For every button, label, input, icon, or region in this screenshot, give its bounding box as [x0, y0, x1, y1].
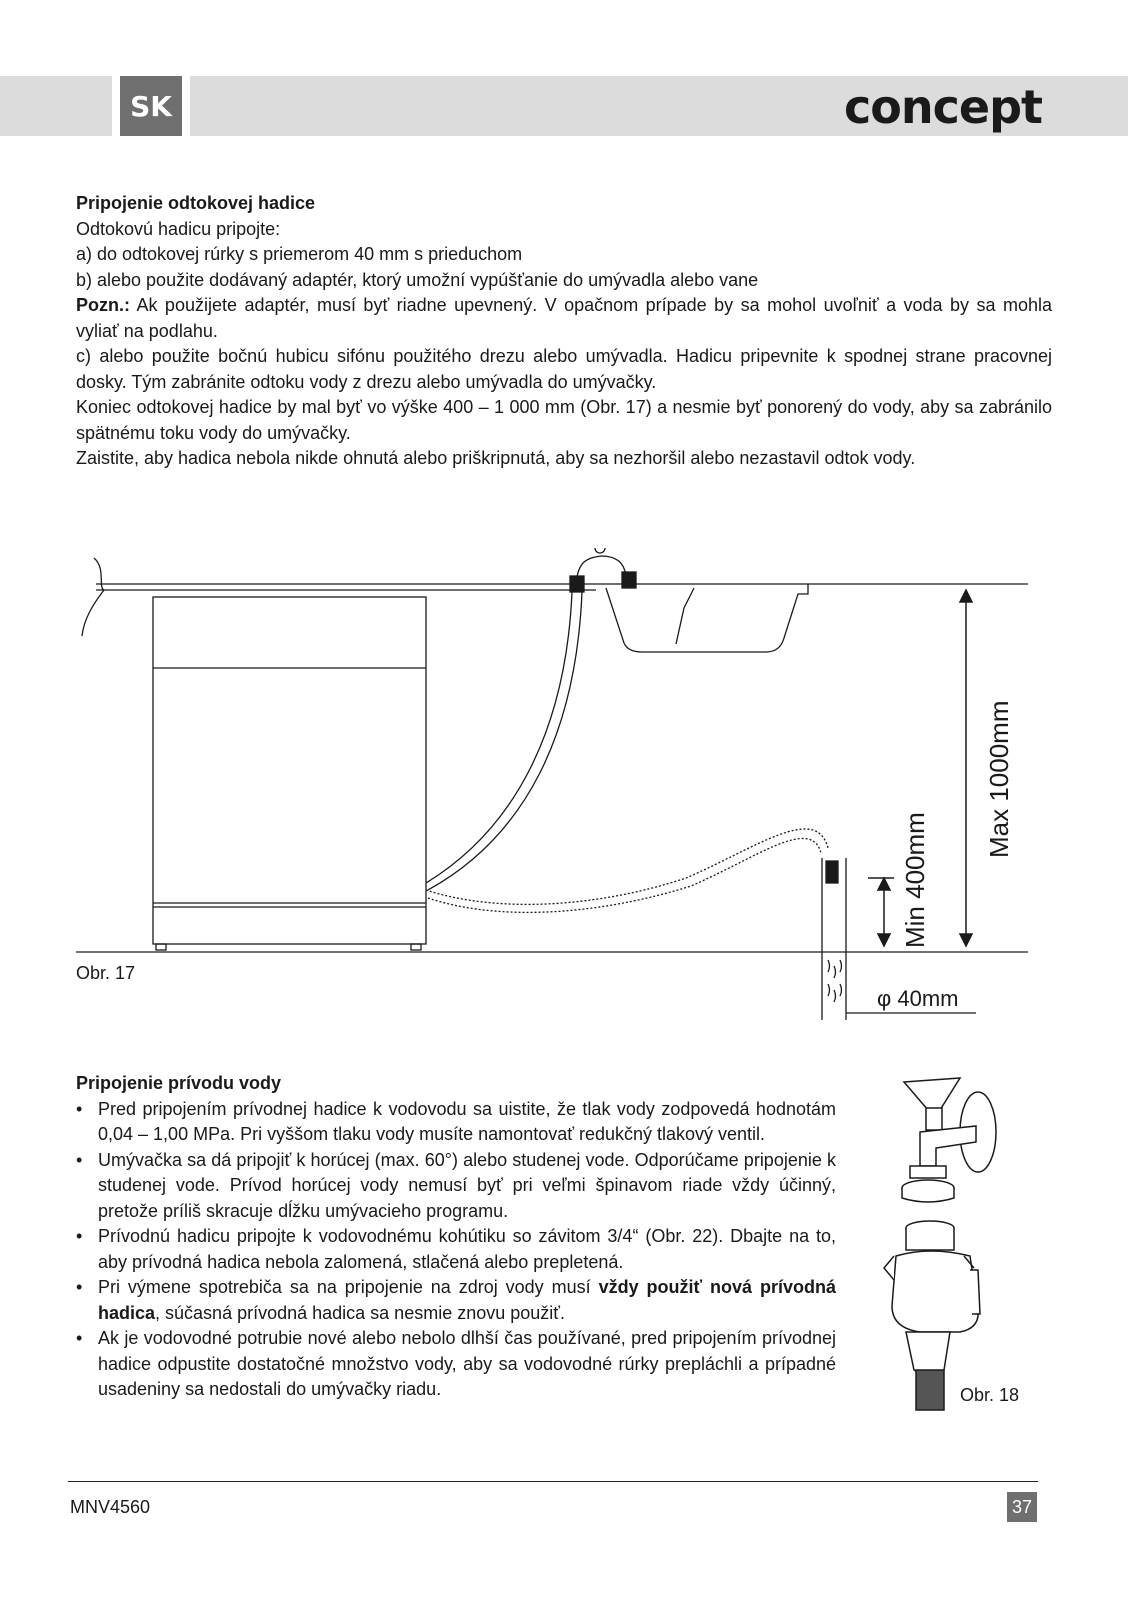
- list-item: • Umývačka sa dá pripojiť k horúcej (max. 60°) alebo studenej vode. Odporúčame pripojenie k studenej vode. Prívod horúcej vody nemusí byť pri veľmi špinavom riade vždy účinný, pretože príliš skracuje dĺžku umývacieho programu.: [76, 1148, 836, 1225]
- water-inlet-section: [76, 1071, 836, 1403]
- note-label: Pozn.:: [76, 295, 130, 315]
- figure-caption: Obr. 18: [960, 1385, 1020, 1405]
- paragraph: c) alebo použite bočnú hubicu sifónu použitého drezu alebo umývadla. Hadicu pripevnite k spodnej strane pracovnej dosky. Tým zabránite odtoku vody z drezu alebo umývadla do umývačky.: [76, 346, 1052, 392]
- list-item-emphasis: vždy použiť nová prívodná hadica: [98, 1277, 837, 1323]
- note-paragraph: [76, 293, 1052, 344]
- page-number: 37: [1007, 1492, 1037, 1522]
- sink: [606, 584, 808, 652]
- section-heading: Pripojenie prívodu vody: [76, 1073, 282, 1093]
- drain-hose-section: [76, 191, 1052, 472]
- paragraph: Odtokovú hadicu pripojte:: [76, 218, 281, 239]
- list-item: [76, 1275, 836, 1326]
- drain-installation-diagram: [76, 548, 1062, 1028]
- list-item: • Pred pripojením prívodnej hadice k vodovodu sa uistite, že tlak vody zodpovedá hodnotám 0,04 – 1,00 MPa. Pri vyššom tlaku vody musíte namontovať redukčný tlakový ventil.: [76, 1097, 836, 1148]
- header-separator: [112, 76, 120, 136]
- note-text: Ak použijete adaptér, musí byť riadne upevnený. V opačnom prípade by sa mohol uvoľniť a voda by sa mohla vyliať na podlahu.: [76, 295, 1052, 341]
- header-separator: [182, 76, 190, 136]
- max-height-label: Max 1000mm: [984, 700, 1014, 858]
- paragraph: b) alebo použite dodávaný adaptér, ktorý umožní vypúšťanie do umývadla alebo vane: [76, 269, 759, 290]
- paragraph: Koniec odtokovej hadice by mal byť vo výške 400 – 1 000 mm (Obr. 17) a nesmie byť ponorený do vody, aby sa zabránilo spätnému toku vody do umývačky.: [76, 397, 1052, 443]
- diameter-label: φ 40mm: [877, 986, 959, 1011]
- language-badge: SK: [120, 76, 182, 136]
- list-item-text: , súčasná prívodná hadica sa nesmie znovu použiť.: [155, 1302, 566, 1323]
- list-item: • Prívodnú hadicu pripojte k vodovodnému kohútiku so závitom 3/4“ (Obr. 22). Dbajte na to, aby prívodná hadica nebola zalomená, stlačená alebo prepletená.: [76, 1224, 836, 1275]
- list-item: • Ak je vodovodné potrubie nové alebo nebolo dlhší čas používané, pred pripojením prívodnej hadice odpustite dostatočné množstvo vody, aby sa vodovodné rúrky prepláchli a prípadné usadeniny sa nedostali do umývačky riadu.: [76, 1326, 836, 1403]
- brand-logo: concept: [843, 80, 1042, 134]
- paragraph: Zaistite, aby hadica nebola nikde ohnutá alebo priškripnutá, aby sa nezhoršil alebo nezastavil odtok vody.: [76, 448, 916, 468]
- footer-divider: [68, 1481, 1038, 1482]
- bullet-list: [76, 1097, 836, 1403]
- water-tap-diagram: [880, 1070, 1010, 1415]
- paragraph: a) do odtokovej rúrky s priemerom 40 mm s prieduchom: [76, 244, 523, 264]
- list-item-text: Pri výmene spotrebiča sa na pripojenie na zdroj vody musí: [98, 1277, 599, 1297]
- model-number: MNV4560: [70, 1497, 151, 1517]
- min-height-label: Min 400mm: [900, 812, 930, 948]
- section-heading: Pripojenie odtokovej hadice: [76, 193, 316, 213]
- dishwasher-outline: [153, 597, 426, 944]
- figure-caption: Obr. 17: [76, 963, 136, 983]
